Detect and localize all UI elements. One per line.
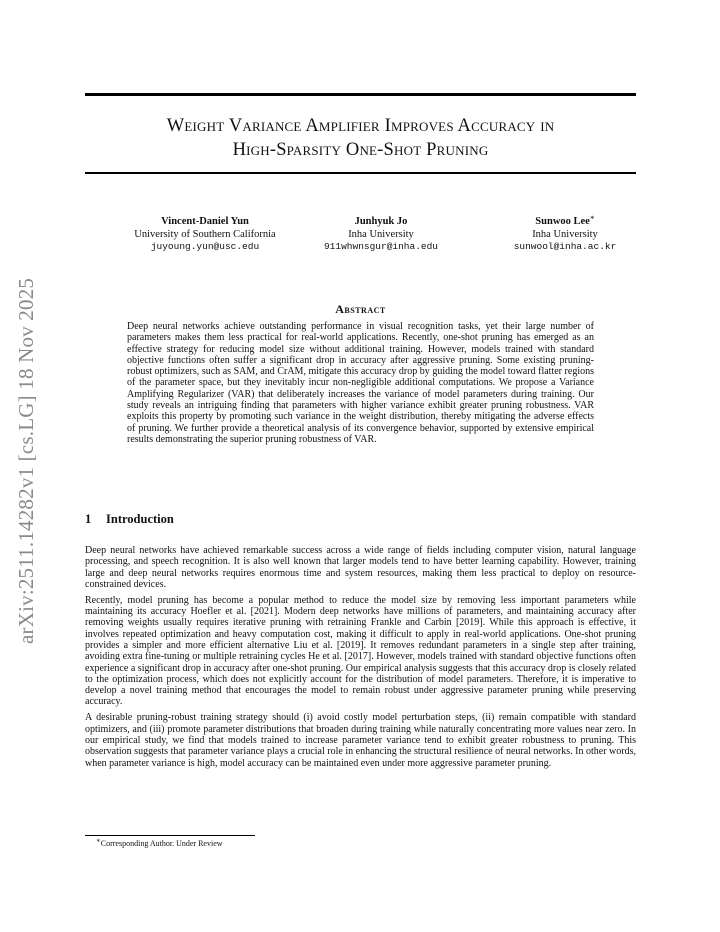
- title-bottom-rule: [85, 172, 636, 174]
- title-line-1: Weight Variance Amplifier Improves Accuracy in: [166, 116, 555, 136]
- footnote-text: Corresponding Author. Under Review: [100, 839, 223, 848]
- author-3: [465, 213, 665, 254]
- section-number: 1: [85, 512, 92, 526]
- author-email[interactable]: sunwool@inha.ac.kr: [513, 241, 617, 252]
- paragraph: A desirable pruning-robust training strategy should (i) avoid costly model perturbation steps, (ii) remain compatible with standard optimizers, and (iii) promote parameter distributions that broaden during training while naturally concentrating more values near zero. In our empirical study, we find that models trained to increase parameter variance tend to exhibit greater robustness to pruning. This observation suggests that parameter variance plays a crucial role in enhancing the structural resilience of neural networks. In other words, when parameter variance is high, model accuracy can be maintained even under more aggressive parameter pruning.: [85, 712, 636, 769]
- author-1: [105, 216, 305, 254]
- footnote: [96, 836, 223, 849]
- section-title: Introduction: [106, 512, 174, 526]
- paragraph: Recently, model pruning has become a popular method to reduce the model size by removing less important parameters while maintaining its accuracy Hoefler et al. [2021]. Modern deep networks have millions of parameters, and maintaining accuracy after removing weights usually requires iterative pruning with retraining Frankle and Carbin [2019]. While this approach is effective, it involves repeated optimization and heavy computation cost, making it difficult to apply in real-world applications. One-shot pruning provides a simpler and more efficient alternative Liu et al. [2019]. It removes redundant parameters in a single step after training, avoiding extra fine-tuning or multiple retraining cycles He et al. [2017]. However, models trained with standard objective functions often experience a significant drop in accuracy after one-shot pruning. Our empirical analysis suggests that this accuracy drop is closely related to the optimization process, which does not explicitly account for the distribution of model parameters. Therefore, it is imperative to develop a novel training method that encourages the model to remain robust under aggressive parameter pruning while preserving accuracy.: [85, 594, 636, 708]
- footnote-rule: [85, 835, 255, 836]
- author-affiliation: Inha University: [348, 228, 414, 240]
- title-top-rule: [85, 93, 636, 96]
- author-name: Vincent-Daniel Yun: [161, 216, 249, 227]
- abstract-heading: Abstract: [335, 302, 386, 316]
- section-heading-introduction: [85, 512, 174, 527]
- author-2: [281, 216, 481, 254]
- footnote-marker: ∗: [96, 836, 101, 845]
- arxiv-identifier-stamp: arXiv:2511.14282v1 [cs.LG] 18 Nov 2025: [13, 277, 38, 644]
- author-email[interactable]: juyoung.yun@usc.edu: [150, 241, 260, 252]
- introduction-body: [85, 545, 636, 773]
- abstract-text: Deep neural networks achieve outstanding performance in visual recognition tasks, yet their large number of parameters makes them less practical for real-world applications. Recently, one-shot pruning has emerged as an effective strategy for reducing model size without additional training. However, models trained with standard objective functions often suffer a significant drop in accuracy after aggressive pruning. Some existing pruning-robust optimizers, such as SAM, and CrAM, mitigate this accuracy drop by guiding the model toward flatter regions of the parameter space, but they inevitably incur non-negligible additional computations. We propose a Variance Amplifying Regularizer (VAR) that deliberately increases the variance of model parameters during training. Our study reveals an intriguing finding that parameters with higher variance exhibit greater pruning robustness. VAR exploits this property by promoting such variance in the weight distribution, thereby mitigating the adverse effects of pruning. We further provide a theoretical analysis of its convergence behavior, supported by extensive empirical results demonstrating the superior pruning robustness of VAR.: [127, 321, 594, 445]
- author-affiliation: University of Southern California: [134, 228, 276, 240]
- author-affiliation: Inha University: [532, 228, 598, 240]
- paper-title: [85, 114, 636, 162]
- paragraph: Deep neural networks have achieved remarkable success across a wide range of fields including computer vision, natural language processing, and speech recognition. It is also well known that larger models tend to have better learning capability. However, training large and deep neural networks requires enormous time and system resources, making them less practical to deploy on resource-constrained devices.: [85, 545, 636, 590]
- author-email[interactable]: 911whwnsgur@inha.edu: [323, 241, 439, 252]
- title-line-2: High-Sparsity One-Shot Pruning: [232, 140, 489, 160]
- corresponding-author-marker: ∗: [589, 213, 595, 222]
- author-block: [85, 213, 636, 260]
- author-name: Sunwoo Lee∗: [535, 213, 595, 227]
- author-name: Junhyuk Jo: [354, 216, 408, 227]
